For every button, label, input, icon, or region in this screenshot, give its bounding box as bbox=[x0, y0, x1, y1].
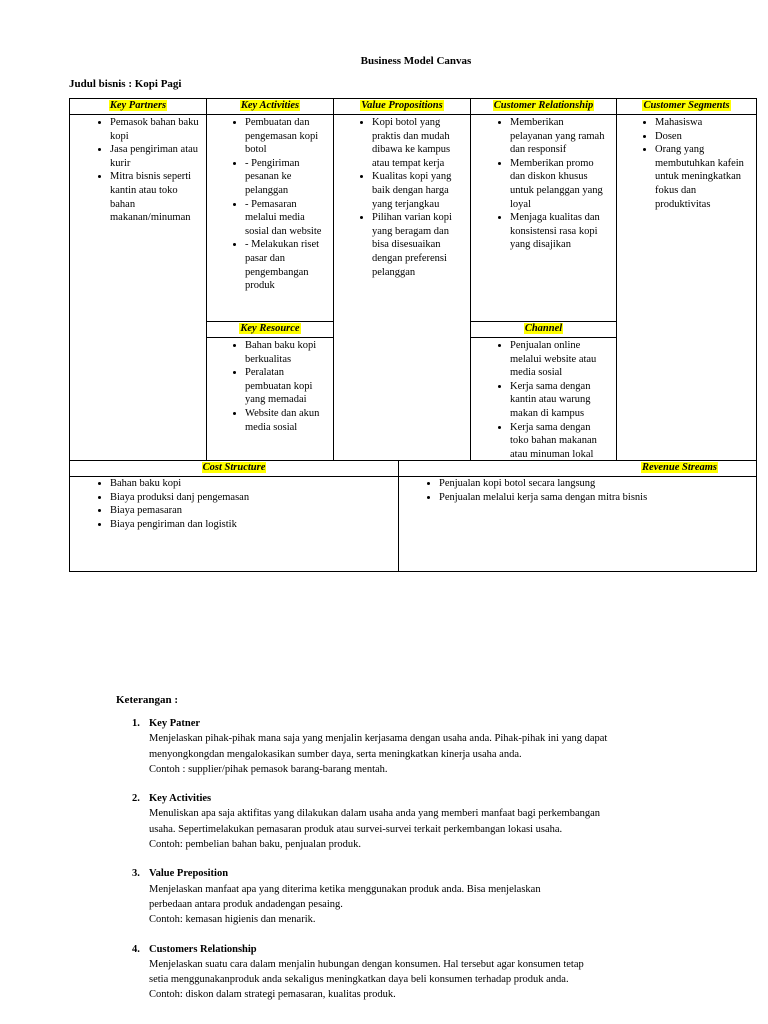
list-item: • - Pengiriman pesanan ke pelanggan bbox=[245, 157, 327, 198]
value-propositions-cell bbox=[333, 114, 471, 461]
key-partners-header-cell bbox=[69, 98, 207, 115]
channel-cell bbox=[470, 337, 617, 461]
customer-relationship-header: Customer Relationship bbox=[493, 100, 594, 111]
list-item: • Biaya pemasaran bbox=[110, 504, 398, 518]
business-title: Judul bisnis : Kopi Pagi bbox=[69, 78, 182, 90]
item-text-line: Menjelaskan suatu cara dalam menjalin hubungan dengan konsumen. Hal tersebut agar konsumen tetap bbox=[149, 958, 584, 970]
cost-structure-cell bbox=[69, 476, 399, 572]
customer-segments-cell bbox=[616, 114, 757, 461]
item-text-line: perbedaan antara produk andadengan pesaing. bbox=[149, 898, 343, 910]
cost-structure-header: Cost Structure bbox=[202, 462, 266, 473]
cost-structure-list bbox=[70, 477, 398, 531]
item-text-line: menyongkongdan mengalokasikan sumber daya, serta meningkatkan kinerja usaha anda. bbox=[149, 748, 522, 760]
item-title: Customers Relationship bbox=[149, 943, 257, 955]
customer-relationship-list bbox=[471, 116, 608, 252]
list-item: • - Pemasaran melalui media sosial dan website bbox=[245, 198, 327, 239]
list-item: • Orang yang membutuhkan kafein untuk meningkatkan fokus dan produktivitas bbox=[655, 143, 745, 211]
item-number: 3. bbox=[132, 868, 140, 880]
document-title: Business Model Canvas bbox=[360, 55, 472, 67]
item-text-line: Menjelaskan pihak-pihak mana saja yang menjalin kerjasama dengan usaha anda. Pihak-pihak ini yang dapat bbox=[149, 733, 608, 745]
revenue-streams-list bbox=[399, 477, 756, 504]
key-activities-header: Key Activities bbox=[240, 100, 300, 111]
key-resource-header: Key Resource bbox=[240, 323, 300, 334]
keterangan-item bbox=[132, 942, 692, 1003]
business-model-canvas bbox=[69, 98, 757, 572]
list-item: • Penjualan kopi botol secara langsung bbox=[439, 477, 756, 491]
item-text-line: usaha. Sepertimelakukan pemasaran produk atau survei-survei terkait perkembangan lokasi usaha. bbox=[149, 823, 563, 835]
value-propositions-header-cell bbox=[333, 98, 471, 115]
item-title: Key Patner bbox=[149, 718, 201, 729]
list-item: • Mahasiswa bbox=[655, 116, 745, 130]
channel-header: Channel bbox=[524, 323, 563, 334]
list-item: • Menjaga kualitas dan konsistensi rasa kopi yang disajikan bbox=[510, 211, 608, 252]
item-text-line: Menuliskan apa saja aktifitas yang dilakukan dalam usaha anda yang memberi manfaat bagi perkembangan bbox=[149, 808, 601, 820]
item-text-line: Contoh : supplier/pihak pemasok barang-barang mentah. bbox=[149, 763, 388, 775]
list-item: • Bahan baku kopi berkualitas bbox=[245, 339, 327, 366]
list-item: • Kopi botol yang praktis dan mudah dibawa ke kampus atau tempat kerja bbox=[372, 116, 464, 170]
item-text-line: setia menggunakanproduk anda sekaligus meningkatkan daya beli konsumen terhadap produk anda. bbox=[149, 974, 569, 986]
channel-header-cell bbox=[470, 321, 617, 338]
list-item: • - Melakukan riset pasar dan pengembangan produk bbox=[245, 238, 327, 292]
revenue-streams-header: Revenue Streams bbox=[642, 462, 717, 473]
keterangan-item bbox=[132, 791, 692, 852]
list-item: • Mitra bisnis seperti kantin atau toko bahan makanan/minuman bbox=[110, 170, 202, 224]
key-partners-list bbox=[70, 116, 202, 225]
list-item: • Kerja sama dengan toko bahan makanan atau minuman lokal bbox=[510, 421, 608, 461]
key-activities-list bbox=[207, 116, 327, 293]
list-item: • Pemasok bahan baku kopi bbox=[110, 116, 202, 143]
list-item: • Website dan akun media sosial bbox=[245, 407, 327, 434]
customer-relationship-cell bbox=[470, 114, 617, 322]
item-number: 2. bbox=[132, 793, 140, 805]
list-item: • Memberikan pelayanan yang ramah dan responsif bbox=[510, 116, 608, 157]
item-number: 4. bbox=[132, 943, 140, 955]
list-item: • Bahan baku kopi bbox=[110, 477, 398, 491]
item-title: Key Activities bbox=[149, 793, 212, 805]
revenue-streams-cell bbox=[398, 476, 757, 572]
list-item: • Jasa pengiriman atau kurir bbox=[110, 143, 202, 170]
list-item: • Penjualan online melalui website atau media sosial bbox=[510, 339, 608, 380]
item-number: 1. bbox=[132, 718, 140, 729]
value-propositions-header: Value Propositions bbox=[361, 100, 443, 111]
cost-structure-header-cell bbox=[69, 460, 399, 477]
customer-segments-list bbox=[617, 116, 745, 211]
keterangan-item bbox=[132, 866, 692, 927]
item-title: Value Preposition bbox=[149, 868, 229, 880]
customer-segments-header: Customer Segments bbox=[643, 100, 730, 111]
keterangan-list bbox=[132, 716, 692, 1017]
list-item: • Kualitas kopi yang baik dengan harga yang terjangkau bbox=[372, 170, 464, 211]
item-text-line: Menjelaskan manfaat apa yang diterima ketika menggunakan produk anda. Bisa menjelaskan bbox=[149, 883, 541, 895]
list-item: • Kerja sama dengan kantin atau warung makan di kampus bbox=[510, 380, 608, 421]
list-item: • Biaya produksi danj pengemasan bbox=[110, 491, 398, 505]
key-activities-cell bbox=[206, 114, 334, 322]
list-item: • Penjualan melalui kerja sama dengan mitra bisnis bbox=[439, 491, 756, 505]
item-text-line: Contoh: diskon dalam strategi pemasaran, kualitas produk. bbox=[149, 989, 396, 1001]
key-resource-list bbox=[207, 339, 327, 434]
list-item: • Memberikan promo dan diskon khusus untuk pelanggan yang loyal bbox=[510, 157, 608, 211]
item-text-line: Contoh: pembelian bahan baku, penjualan produk. bbox=[149, 839, 361, 851]
keterangan-item bbox=[132, 716, 692, 777]
list-item: • Pembuatan dan pengemasan kopi botol bbox=[245, 116, 327, 157]
keterangan-heading: Keterangan : bbox=[116, 694, 179, 706]
item-text-line: Contoh: kemasan higienis dan menarik. bbox=[149, 914, 316, 926]
customer-relationship-header-cell bbox=[470, 98, 617, 115]
channel-list bbox=[471, 339, 608, 461]
list-item: • Dosen bbox=[655, 130, 745, 144]
list-item: • Biaya pengiriman dan logistik bbox=[110, 518, 398, 532]
key-partners-header: Key Partners bbox=[109, 100, 167, 111]
value-propositions-list bbox=[334, 116, 464, 279]
key-partners-cell bbox=[69, 114, 207, 461]
key-resource-header-cell bbox=[206, 321, 334, 338]
revenue-streams-header-cell bbox=[398, 460, 757, 477]
customer-segments-header-cell bbox=[616, 98, 757, 115]
key-resource-cell bbox=[206, 337, 334, 461]
key-activities-header-cell bbox=[206, 98, 334, 115]
list-item: • Peralatan pembuatan kopi yang memadai bbox=[245, 366, 327, 407]
list-item: • Pilihan varian kopi yang beragam dan bisa disesuaikan dengan preferensi pelanggan bbox=[372, 211, 464, 279]
